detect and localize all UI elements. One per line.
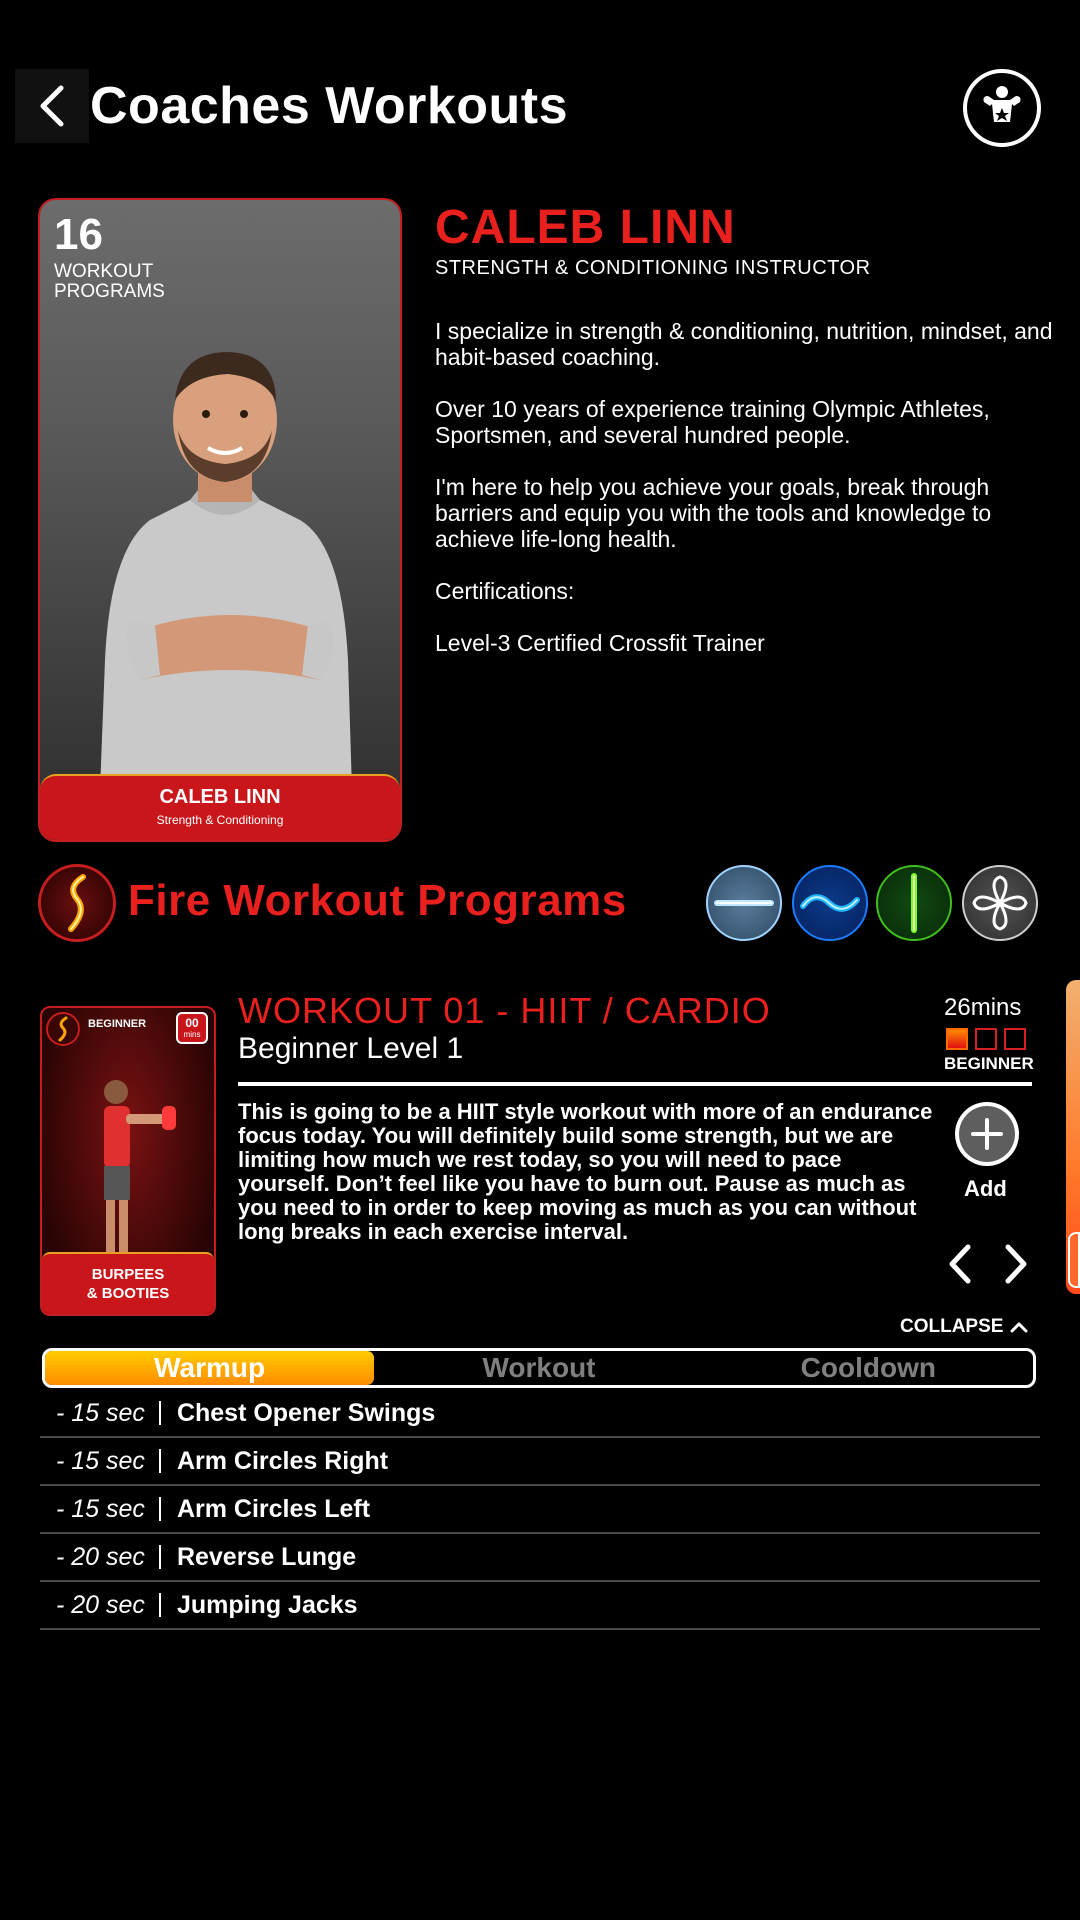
earth-icon	[904, 872, 924, 934]
thumb-minutes-unit: mins	[183, 1030, 201, 1039]
list-item[interactable]	[40, 1486, 1040, 1534]
workout-difficulty: BEGINNER	[944, 1054, 1034, 1073]
exercise-name: Arm Circles Right	[176, 1446, 389, 1475]
thumb-footer	[42, 1252, 214, 1314]
earth-element-button[interactable]	[876, 865, 952, 941]
thumb-minutes-value: 00	[185, 1016, 199, 1030]
programs-title: Fire Workout Programs	[128, 876, 627, 925]
workout-thumbnail[interactable]	[40, 1006, 216, 1316]
plus-icon	[970, 1117, 1004, 1151]
chevron-left-icon	[35, 84, 69, 128]
water-element-button[interactable]	[792, 865, 868, 941]
workout-phase-tabs	[42, 1348, 1036, 1388]
list-item[interactable]	[40, 1534, 1040, 1582]
exercise-name: Reverse Lunge	[176, 1542, 357, 1571]
chevron-right-icon	[1002, 1243, 1030, 1285]
thumb-level: BEGINNER	[88, 1018, 147, 1030]
difficulty-indicator	[946, 1028, 1026, 1050]
add-workout-button[interactable]	[955, 1102, 1019, 1166]
water-icon	[799, 888, 861, 918]
bio-paragraph: Over 10 years of experience training Olympic Athletes, Sportsmen, and several hundred people.	[435, 396, 990, 448]
tab-warmup[interactable]: Warmup	[45, 1351, 374, 1385]
exercise-name: Jumping Jacks	[176, 1590, 358, 1619]
tab-cooldown[interactable]: Cooldown	[800, 1352, 936, 1383]
separator	[159, 1545, 161, 1569]
program-count: 16	[54, 210, 103, 259]
exercise-name: Chest Opener Swings	[176, 1398, 436, 1427]
air-element-button[interactable]	[706, 865, 782, 941]
page-title: Coaches Workouts	[90, 77, 569, 135]
separator	[159, 1449, 161, 1473]
add-button-inner	[959, 1106, 1015, 1162]
chevron-up-icon	[1009, 1320, 1029, 1334]
coach-photo	[80, 330, 370, 790]
exercise-name: Arm Circles Left	[176, 1494, 371, 1523]
bio-paragraph: Level-3 Certified Crossfit Trainer	[435, 630, 765, 656]
spirit-element-button[interactable]	[962, 865, 1038, 941]
fire-icon	[57, 873, 97, 933]
separator	[159, 1401, 161, 1425]
spirit-icon	[970, 873, 1030, 933]
previous-workout-button[interactable]	[940, 1240, 980, 1288]
coach-role: STRENGTH & CONDITIONING INSTRUCTOR	[435, 257, 871, 279]
muscle-coach-icon	[976, 82, 1028, 134]
list-item[interactable]	[40, 1582, 1040, 1630]
thumb-minutes-badge	[176, 1012, 208, 1044]
difficulty-box-empty	[1004, 1028, 1026, 1050]
tab-workout[interactable]: Workout	[482, 1352, 596, 1383]
thumb-fire-badge	[46, 1012, 80, 1046]
exercise-duration: - 20 sec	[56, 1590, 145, 1619]
separator	[159, 1593, 161, 1617]
bio-paragraph: Certifications:	[435, 578, 575, 604]
side-scrollbar-thumb[interactable]	[1068, 1232, 1080, 1288]
workout-level: Beginner Level 1	[238, 1032, 464, 1065]
coach-card-footer	[40, 774, 400, 840]
exercise-list	[40, 1390, 1040, 1630]
coach-card-name: CALEB LINN	[159, 786, 281, 808]
exercise-duration: - 15 sec	[56, 1446, 145, 1475]
workout-duration: 26mins	[944, 994, 1022, 1021]
exercise-duration: - 15 sec	[56, 1398, 145, 1427]
back-button[interactable]	[15, 69, 89, 143]
exercise-duration: - 15 sec	[56, 1494, 145, 1523]
coach-card[interactable]	[38, 198, 402, 842]
coach-bio	[435, 318, 1055, 682]
add-label: Add	[964, 1176, 1007, 1201]
air-icon	[713, 893, 775, 913]
thumb-title-line-1: BURPEES	[91, 1266, 165, 1283]
difficulty-box-empty	[975, 1028, 997, 1050]
exercise-duration: - 20 sec	[56, 1542, 145, 1571]
bio-paragraph: I'm here to help you achieve your goals, break through barriers and equip you with the tools and knowledge to achieve life-long health.	[435, 474, 992, 552]
coach-card-specialty: Strength & Conditioning	[156, 813, 284, 827]
header	[0, 0, 1080, 160]
list-item[interactable]	[40, 1390, 1040, 1438]
collapse-button[interactable]	[900, 1316, 1029, 1338]
exercise-figure	[76, 1068, 186, 1268]
program-count-label: WORKOUT PROGRAMS	[54, 261, 165, 302]
bio-paragraph: I specialize in strength & conditioning, nutrition, mindset, and habit-based coaching.	[435, 318, 1053, 370]
chevron-left-icon	[946, 1243, 974, 1285]
thumb-title-line-2: & BOOTIES	[86, 1285, 170, 1302]
difficulty-box-filled	[946, 1028, 968, 1050]
coach-profile-button[interactable]	[963, 69, 1041, 147]
workout-description: This is going to be a HIIT style workout with more of an endurance focus today. You will definitely build some strength, but we are limiting how much we rest today, so you will need to pace yourself. Don’t feel like you have to burn out. Pause as much as you need to in order to keep moving as much as you can without long breaks in each exercise interval.	[238, 1099, 933, 1244]
list-item[interactable]	[40, 1438, 1040, 1486]
coach-name: CALEB LINN	[435, 201, 736, 254]
next-workout-button[interactable]	[996, 1240, 1036, 1288]
fire-icon	[54, 1016, 72, 1042]
collapse-label: COLLAPSE	[900, 1316, 1004, 1337]
fire-element-button[interactable]	[38, 864, 116, 942]
separator	[159, 1497, 161, 1521]
divider	[238, 1082, 1032, 1086]
workout-title: WORKOUT 01 - HIIT / CARDIO	[238, 990, 771, 1031]
